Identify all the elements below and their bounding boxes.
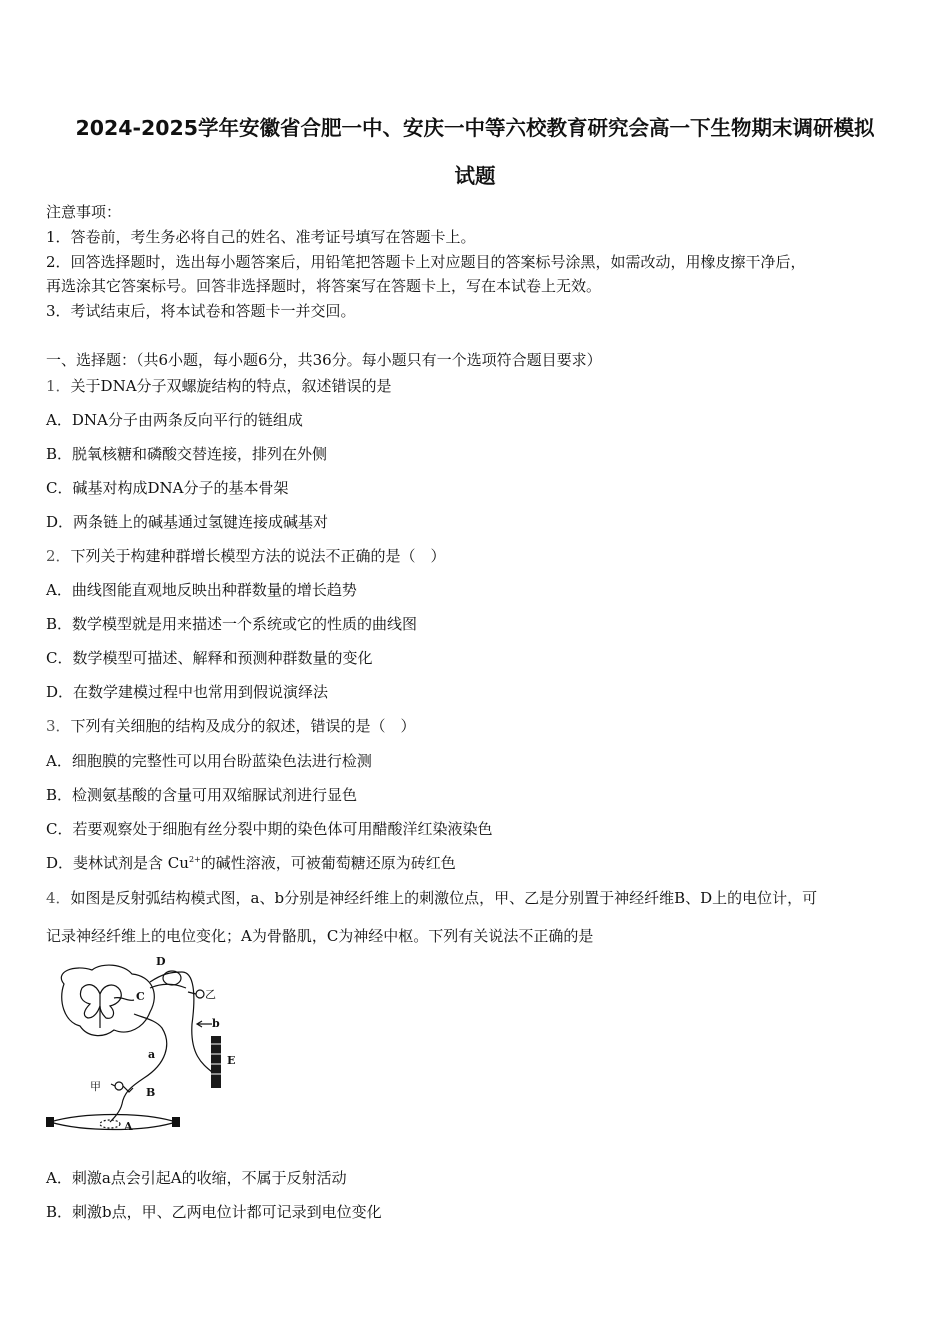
q2-option-d: D．在数学建模过程中也常用到假说演绎法 bbox=[46, 683, 329, 701]
label-jia: 甲 bbox=[90, 1080, 101, 1093]
question-3-stem bbox=[46, 716, 416, 736]
question-text: 关于DNA分子双螺旋结构的特点，叙述错误的是 bbox=[70, 377, 392, 395]
label-D: D bbox=[156, 955, 166, 968]
efferent-nerve-B bbox=[110, 1014, 167, 1122]
question-2-stem bbox=[46, 546, 446, 566]
q3-option-c: C．若要观察处于细胞有丝分裂中期的染色体可用醋酸洋红染液染色 bbox=[46, 820, 493, 838]
question-4-stem-cont: 记录神经纤维上的电位变化；A为骨骼肌，C为神经中枢。下列有关说法不正确的是 bbox=[46, 927, 594, 945]
q4-option-b: B．刺激b点，甲、乙两电位计都可记录到电位变化 bbox=[46, 1203, 382, 1221]
meter-yi-lead bbox=[188, 992, 196, 994]
label-E: E bbox=[227, 1054, 236, 1067]
grey-matter-shape bbox=[80, 985, 121, 1019]
reflex-arc-diagram bbox=[44, 954, 249, 1139]
label-B: B bbox=[146, 1086, 156, 1099]
q3-option-a: A．细胞膜的完整性可以用台盼蓝染色法进行检测 bbox=[46, 752, 372, 770]
page-title-cont: 试题 bbox=[454, 164, 496, 188]
q1-option-b: B．脱氧核糖和磷酸交替连接，排列在外侧 bbox=[46, 445, 328, 463]
muscle-tendon-right bbox=[172, 1117, 180, 1127]
notice-item-1: 1．答卷前，考生务必将自己的姓名、准考证号填写在答题卡上。 bbox=[46, 228, 476, 246]
q1-option-c: C．碱基对构成DNA分子的基本骨架 bbox=[46, 479, 289, 497]
question-text: 下列关于构建种群增长模型方法的说法不正确的是（ ） bbox=[70, 547, 446, 565]
q3-option-d bbox=[46, 853, 456, 873]
question-number: 3． bbox=[46, 717, 71, 735]
page-title: 2024-2025学年安徽省合肥一中、安庆一中等六校教育研究会高一下生物期末调研模拟 bbox=[75, 116, 875, 140]
question-number: 1． bbox=[46, 377, 71, 395]
q3-option-b: B．检测氨基酸的含量可用双缩脲试剂进行显色 bbox=[46, 786, 358, 804]
notice-item-2-cont: 再选涂其它答案标号。回答非选择题时，将答案写在答题卡上，写在本试卷上无效。 bbox=[46, 277, 602, 295]
question-1-stem bbox=[46, 376, 392, 396]
question-text: 下列有关细胞的结构及成分的叙述，错误的是（ ） bbox=[70, 717, 416, 735]
section-heading: 一、选择题：（共6小题，每小题6分，共36分。每小题只有一个选项符合题目要求） bbox=[46, 351, 602, 369]
option-text: D．斐林试剂是含 Cu bbox=[46, 854, 189, 872]
label-yi: 乙 bbox=[205, 988, 216, 1001]
afferent-nerve-D bbox=[150, 972, 212, 1072]
question-number: 4． bbox=[46, 889, 71, 907]
label-b: b bbox=[212, 1017, 220, 1030]
option-text-cont: 的碱性溶液，可被葡萄糖还原为砖红色 bbox=[200, 854, 456, 872]
q4-option-a: A．刺激a点会引起A的收缩，不属于反射活动 bbox=[46, 1169, 347, 1187]
question-number: 2． bbox=[46, 547, 71, 565]
label-a: a bbox=[148, 1048, 156, 1061]
q2-option-b: B．数学模型就是用来描述一个系统或它的性质的曲线图 bbox=[46, 615, 418, 633]
notice-item-3: 3．考试结束后，将本试卷和答题卡一并交回。 bbox=[46, 302, 356, 320]
muscle-tendon-left bbox=[46, 1117, 54, 1127]
label-C: C bbox=[136, 990, 145, 1003]
q1-option-d: D．两条链上的碱基通过氢键连接成碱基对 bbox=[46, 513, 329, 531]
label-A: A bbox=[124, 1120, 133, 1133]
q2-option-c: C．数学模型可描述、解释和预测种群数量的变化 bbox=[46, 649, 373, 667]
meter-jia bbox=[115, 1082, 123, 1090]
notice-heading: 注意事项： bbox=[46, 203, 122, 221]
q1-option-a: A．DNA分子由两条反向平行的链组成 bbox=[46, 411, 303, 429]
interneuron bbox=[114, 998, 134, 1001]
meter-yi bbox=[196, 990, 204, 998]
question-4-stem bbox=[46, 888, 817, 908]
q2-option-a: A．曲线图能直观地反映出种群数量的增长趋势 bbox=[46, 581, 357, 599]
question-text: 如图是反射弧结构模式图，a、b分别是神经纤维上的刺激位点，甲、乙是分别置于神经纤维B、D上的电位计，可 bbox=[70, 889, 818, 907]
afferent-branch bbox=[150, 984, 186, 988]
superscript-charge: 2+ bbox=[188, 855, 201, 864]
notice-item-2: 2．回答选择题时，选出每小题答案后，用铅笔把答题卡上对应题目的答案标号涂黑，如需改动，用橡皮擦干净后， bbox=[46, 253, 806, 271]
